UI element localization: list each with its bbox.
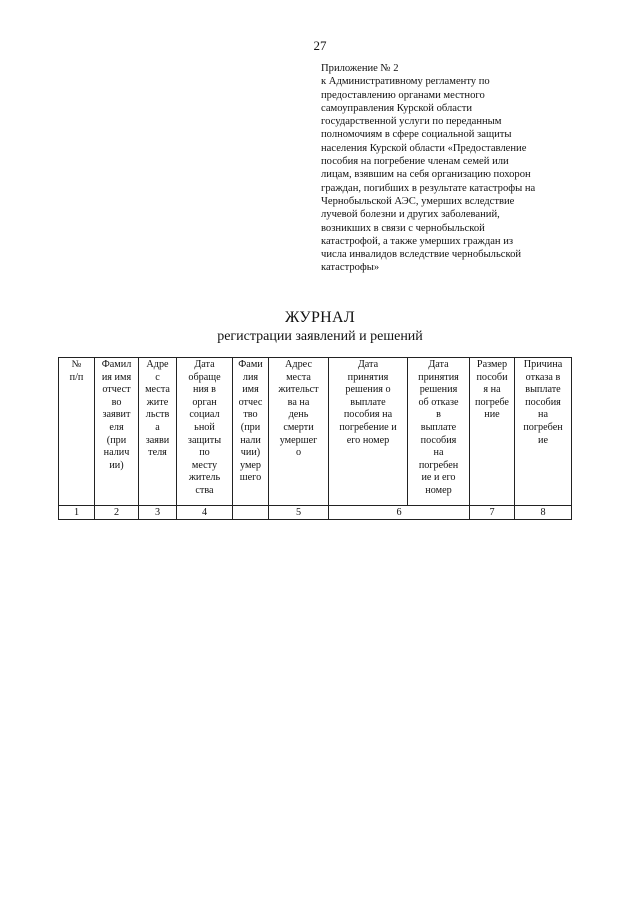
- page-number: 27: [313, 38, 327, 53]
- column-header-line: жите: [146, 396, 169, 408]
- column-header-line: а: [155, 421, 160, 433]
- column-header-line: на: [433, 447, 444, 459]
- column-header-line: ьной: [194, 421, 215, 433]
- column-header-line: (при: [106, 434, 127, 446]
- column-header-line: месту: [191, 459, 218, 471]
- column-header-line: о: [295, 447, 302, 459]
- column-header-line: выплате: [350, 396, 386, 408]
- column-header-line: №: [71, 359, 82, 370]
- column-header-10: [515, 358, 572, 506]
- column-number-cell: 6: [329, 506, 470, 520]
- column-header-line: принятия: [418, 371, 459, 383]
- column-header-line: чии): [240, 447, 261, 459]
- column-header-line: жительст: [278, 384, 319, 396]
- column-header-line: Дата: [194, 359, 215, 370]
- annex-line: самоуправления Курской области: [321, 102, 473, 114]
- column-header-line: погребен: [523, 421, 563, 433]
- column-header-line: орган: [192, 396, 217, 408]
- column-header-line: житель: [188, 472, 221, 484]
- column-header-line: умер: [239, 459, 262, 471]
- column-header-4: [177, 358, 233, 506]
- column-header-line: обраще: [188, 371, 221, 383]
- column-header-line: день: [288, 409, 309, 421]
- column-header-line: налич: [103, 447, 130, 459]
- column-header-line: защиты: [187, 434, 222, 446]
- annex-line: Приложение № 2: [321, 63, 399, 74]
- annex-line: государственной услуги по переданным: [321, 116, 502, 128]
- column-header-line: пособия: [420, 434, 457, 446]
- annex-line: возникших в связи с чернобыльской: [321, 222, 485, 234]
- column-header-line: Фамил: [101, 359, 132, 370]
- column-header-line: тво: [243, 409, 258, 421]
- column-header-line: отказа в: [525, 371, 561, 383]
- column-header-line: решения о: [345, 384, 391, 396]
- column-header-line: отчест: [102, 384, 131, 396]
- annex-line: лицам, взявшим на себя организацию похорон: [321, 169, 531, 181]
- column-header-line: погребе: [475, 396, 509, 408]
- column-header-line: еля: [109, 421, 124, 433]
- column-header-line: в: [436, 409, 441, 421]
- column-header-line: социал: [189, 409, 220, 421]
- annex-line: пособия на погребение членам семей или: [321, 156, 509, 168]
- column-header-line: Дата: [428, 359, 449, 370]
- annex-line: катастрофы»: [321, 262, 380, 274]
- column-number-cell: 2: [95, 506, 139, 520]
- column-header-line: пособи: [476, 371, 508, 383]
- column-header-line: ии): [109, 459, 124, 471]
- column-header-line: теля: [148, 447, 167, 459]
- column-number-cell: 5: [269, 506, 329, 520]
- column-header-line: заявит: [102, 409, 131, 421]
- column-header-line: отчес: [238, 396, 263, 408]
- annex-line: катастрофой, а также умерших граждан из: [321, 235, 514, 247]
- column-header-line: с: [155, 371, 160, 383]
- column-number-cell: 7: [470, 506, 515, 520]
- column-number-cell: 8: [515, 506, 572, 520]
- column-header-line: его номер: [346, 434, 390, 446]
- column-header-line: ия имя: [101, 371, 132, 383]
- column-header-line: номер: [425, 484, 452, 496]
- journal-subtitle: регистрации заявлений и решений: [217, 329, 423, 344]
- column-header-line: ва на: [287, 396, 310, 408]
- column-header-line: п/п: [69, 371, 84, 383]
- column-header-line: льств: [145, 409, 170, 421]
- registration-journal-table: [58, 357, 572, 520]
- column-header-line: погребение и: [339, 421, 397, 433]
- column-number-cell: 3: [139, 506, 177, 520]
- column-header-line: (при: [240, 421, 261, 433]
- column-header-line: смерти: [283, 421, 314, 433]
- column-header-6: [269, 358, 329, 506]
- table-numbering-row: [59, 506, 572, 520]
- column-header-line: я на: [483, 384, 501, 396]
- column-header-line: Адрес: [285, 359, 312, 370]
- annex-line: граждан, погибших в результате катастрофы на: [321, 182, 536, 194]
- column-header-line: места: [145, 384, 170, 396]
- annex-line: полномочиям в сфере социальной защиты: [321, 129, 512, 141]
- column-header-line: выплате: [420, 421, 457, 433]
- column-number-cell: 4: [177, 506, 233, 520]
- column-header-9: [470, 358, 515, 506]
- column-header-line: Причина: [523, 359, 563, 370]
- column-header-line: во: [111, 396, 122, 408]
- column-header-line: имя: [242, 384, 259, 396]
- column-header-line: пособия: [525, 396, 561, 408]
- annex-line: Чернобыльской АЭС, умерших вследствие: [321, 195, 515, 207]
- annex-line: лучевой болезни и других заболеваний,: [321, 209, 500, 221]
- column-header-line: умершег: [279, 434, 318, 446]
- column-header-7: [329, 358, 408, 506]
- column-header-line: решения: [419, 384, 458, 396]
- column-header-line: погребен: [418, 459, 459, 471]
- column-header-line: ние: [484, 409, 500, 421]
- column-header-line: на: [538, 409, 548, 421]
- column-header-line: Размер: [476, 359, 508, 370]
- column-header-line: лия: [242, 371, 259, 383]
- column-header-line: ния в: [193, 384, 216, 396]
- column-header-line: Фами: [238, 359, 263, 370]
- annex-line: числа инвалидов вследствие чернобыльской: [321, 249, 522, 261]
- column-header-line: ие: [538, 434, 548, 446]
- column-header-8: [408, 358, 470, 506]
- column-header-line: Адре: [146, 359, 169, 370]
- column-header-3: [139, 358, 177, 506]
- annex-line: предоставлению органами местного: [321, 89, 485, 101]
- column-header-line: по: [199, 447, 210, 459]
- column-header-line: ства: [195, 484, 214, 496]
- column-header-line: выплате: [525, 384, 561, 396]
- column-header-line: заяви: [145, 434, 170, 446]
- column-number-cell: [233, 506, 269, 520]
- column-number-cell: 1: [59, 506, 95, 520]
- column-header-line: Дата: [357, 359, 379, 370]
- column-header-1: [59, 358, 95, 506]
- column-header-line: ие и его: [421, 472, 456, 484]
- column-header-line: места: [286, 371, 311, 383]
- annex-header: [321, 62, 566, 275]
- annex-line: к Административному регламенту по: [321, 76, 490, 88]
- column-header-line: шего: [239, 472, 262, 484]
- column-header-line: пособия на: [343, 409, 393, 421]
- journal-title: ЖУРНАЛ: [284, 309, 356, 326]
- column-header-line: нали: [240, 434, 261, 446]
- table-header-row: [59, 358, 572, 506]
- annex-line: населения Курской области «Предоставление: [321, 142, 527, 154]
- column-header-line: об отказе: [418, 396, 459, 408]
- column-header-2: [95, 358, 139, 506]
- column-header-line: принятия: [347, 371, 389, 383]
- column-header-5: [233, 358, 269, 506]
